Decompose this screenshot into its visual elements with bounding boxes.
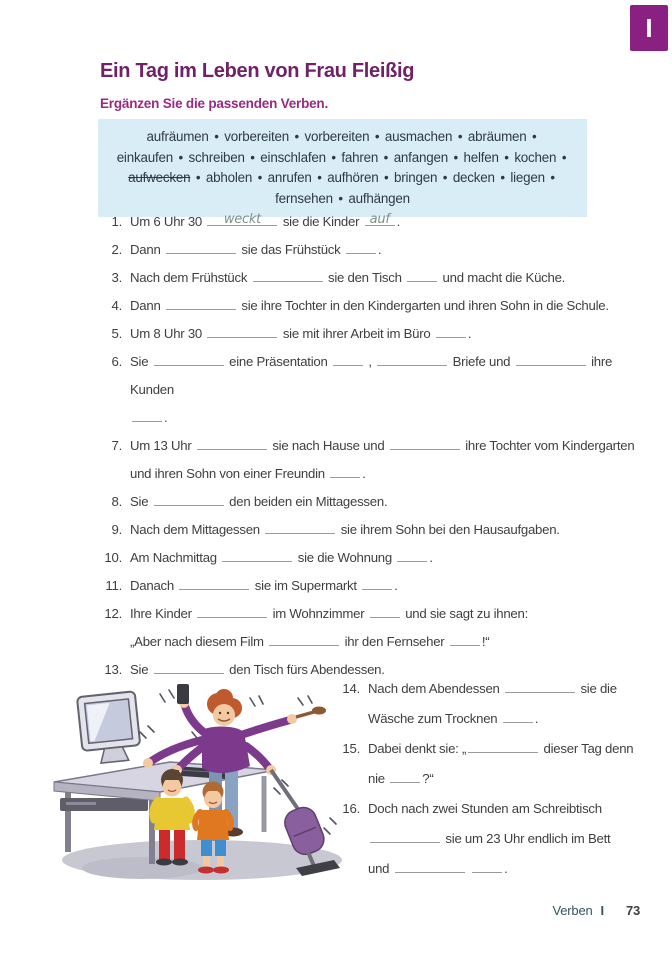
bullet-separator: • (291, 129, 303, 144)
bullet-separator: • (500, 149, 513, 165)
verb-word: ausmachen (384, 129, 453, 144)
verb-word: kochen (514, 149, 557, 165)
verb-word: anfangen (393, 149, 448, 165)
blank-line (390, 436, 460, 450)
blank-line (472, 859, 502, 873)
item-text: Sie den beiden ein Mittagessen. (130, 494, 388, 509)
item-number: 4. (111, 298, 122, 313)
bullet-separator: • (496, 170, 509, 185)
blank-line (166, 240, 236, 254)
blank-line (179, 576, 249, 590)
blank-line (154, 352, 224, 366)
blank-line (207, 212, 277, 226)
chapter-tab-label: I (645, 12, 653, 43)
verb-word: aufhängen (348, 190, 410, 206)
item-number: 11. (105, 578, 122, 593)
verb-word: vorbereiten (224, 129, 289, 144)
word-box-line (112, 168, 573, 189)
illustration-multitasking-woman (52, 670, 344, 889)
exercise-item (98, 488, 643, 516)
bullet-separator: • (254, 170, 266, 185)
word-box-line (112, 148, 573, 169)
item-text: Um 6 Uhr 30 weckt sie die Kinder auf . (130, 212, 401, 229)
chapter-tab (630, 5, 668, 51)
blank-line (503, 709, 533, 723)
exercise-item (98, 432, 643, 488)
blank-line (333, 352, 363, 366)
blank-line (207, 324, 277, 338)
verb-word: einschlafen (260, 149, 326, 165)
blank-line (222, 548, 292, 562)
verb-word: bringen (394, 170, 438, 185)
verb-word: abräumen (467, 129, 527, 144)
bullet-separator: • (334, 190, 347, 206)
verb-word: aufhören (327, 170, 379, 185)
item-text: Ihre Kinder im Wohnzimmer und sie sagt zu ihnen: „Aber nach diesem Film ihr den Fernseher !“ (130, 606, 528, 649)
blank-line (450, 632, 480, 646)
exercise-list-right (336, 674, 668, 884)
item-text: Sie eine Präsentation , Briefe und ihre Kunden . (130, 354, 613, 425)
bullet-separator: • (380, 170, 392, 185)
verb-word: abholen (205, 170, 253, 185)
exercise-item (98, 264, 643, 292)
verb-word: schreiben (188, 149, 245, 165)
verb-word: decken (452, 170, 495, 185)
blank-line (468, 739, 538, 753)
blank-line (377, 352, 447, 366)
item-number: 5. (111, 326, 122, 341)
blank-line (330, 464, 360, 478)
bullet-separator: • (439, 170, 451, 185)
bullet-separator: • (174, 149, 187, 165)
item-number: 10. (104, 550, 122, 565)
blank-line (166, 296, 236, 310)
exercise-item (336, 734, 668, 794)
bullet-separator: • (246, 149, 259, 165)
verb-word: helfen (463, 149, 499, 165)
blank-line (197, 604, 267, 618)
bullet-separator: • (558, 149, 567, 165)
blank-line (436, 324, 466, 338)
bullet-separator: • (380, 149, 392, 165)
exercise-list-main (98, 208, 643, 684)
item-text: Sie den Tisch fürs Abendessen. (130, 662, 385, 677)
verb-word: fernsehen (275, 190, 333, 206)
item-number: 16. (342, 801, 360, 816)
blank-line (370, 604, 400, 618)
handwritten-answer: auf (369, 212, 390, 227)
handwritten-answer: weckt (223, 212, 261, 227)
exercise-item (98, 348, 643, 432)
page-title: Ein Tag im Leben von Frau Fleißig (100, 60, 415, 82)
exercise-item (98, 572, 643, 600)
exercise-item (98, 236, 643, 264)
item-text: Am Nachmittag sie die Wohnung . (130, 550, 433, 565)
item-number: 13. (104, 662, 122, 677)
bullet-separator: • (528, 129, 537, 144)
blank-line (370, 829, 440, 843)
page-footer (553, 903, 641, 918)
item-number: 8. (111, 494, 122, 509)
verb-word: einkaufen (116, 149, 173, 165)
bullet-separator: • (210, 129, 223, 144)
item-text: Um 8 Uhr 30 sie mit ihrer Arbeit im Büro . (130, 326, 472, 341)
bullet-separator: • (546, 170, 555, 185)
exercise-item (98, 292, 643, 320)
blank-line (505, 679, 575, 693)
footer-section-marker: I (600, 903, 604, 918)
word-box-line (112, 189, 573, 210)
blank-line (397, 548, 427, 562)
item-number: 2. (111, 242, 122, 257)
exercise-item (98, 544, 643, 572)
item-number: 1. (111, 214, 122, 229)
blank-line (197, 436, 267, 450)
bullet-separator: • (454, 129, 466, 144)
exercise-item (98, 208, 643, 236)
footer-section-label: Verben (552, 903, 593, 918)
blank-line (253, 268, 323, 282)
bullet-separator: • (313, 170, 326, 185)
item-number: 6. (111, 354, 122, 369)
blank-line (265, 520, 335, 534)
bullet-separator: • (371, 129, 383, 144)
word-box-line (112, 127, 573, 148)
exercise-item (336, 794, 668, 884)
blank-line (407, 268, 437, 282)
exercise-item (98, 600, 643, 656)
bullet-separator: • (449, 149, 462, 165)
item-text: Dann sie ihre Tochter in den Kindergarten und ihren Sohn in die Schule. (130, 298, 609, 313)
item-text: Dann sie das Frühstück . (130, 242, 382, 257)
item-text: Doch nach zwei Stunden am Schreibtisch sie um 23 Uhr endlich im Bett und . (368, 801, 611, 876)
item-text: Um 13 Uhr sie nach Hause und ihre Tochter vom Kindergarten und ihren Sohn von einer Freundin . (130, 438, 635, 481)
item-text: Nach dem Abendessen sie die Wäsche zum Trocknen . (368, 681, 617, 726)
item-number: 12. (104, 606, 122, 621)
blank-line (365, 212, 395, 226)
blank-line (390, 769, 420, 783)
blank-line (154, 492, 224, 506)
blank-line (362, 576, 392, 590)
item-text: Nach dem Frühstück sie den Tisch und macht die Küche. (130, 270, 566, 285)
blank-line (132, 408, 162, 422)
item-number: 9. (111, 522, 122, 537)
footer-page-number: 73 (625, 903, 640, 918)
bullet-separator: • (192, 170, 204, 185)
item-number: 14. (342, 681, 360, 696)
item-text: Nach dem Mittagessen sie ihrem Sohn bei den Hausaufgaben. (130, 522, 560, 537)
item-number: 3. (111, 270, 122, 285)
verb-word: aufräumen (146, 129, 209, 144)
blank-line (269, 632, 339, 646)
item-number: 7. (111, 438, 122, 453)
blank-line (516, 352, 586, 366)
exercise-item (336, 674, 668, 734)
item-text: Dabei denkt sie: „ dieser Tag denn nie ?“ (368, 741, 634, 786)
verb-word: anrufen (267, 170, 312, 185)
item-number: 15. (342, 741, 360, 756)
instruction-text: Ergänzen Sie die passenden Verben. (100, 96, 329, 111)
verb-word: liegen (510, 170, 545, 185)
bullet-separator: • (327, 149, 340, 165)
verb-word: vorbereiten (304, 129, 370, 144)
blank-line (346, 240, 376, 254)
verb-word: aufwecken (128, 170, 191, 185)
blank-line (395, 859, 465, 873)
multitasking-woman-drawing (52, 670, 344, 884)
word-box (98, 119, 587, 217)
item-text: Danach sie im Supermarkt . (130, 578, 398, 593)
verb-word: fahren (341, 149, 379, 165)
exercise-item (98, 516, 643, 544)
exercise-item (98, 320, 643, 348)
